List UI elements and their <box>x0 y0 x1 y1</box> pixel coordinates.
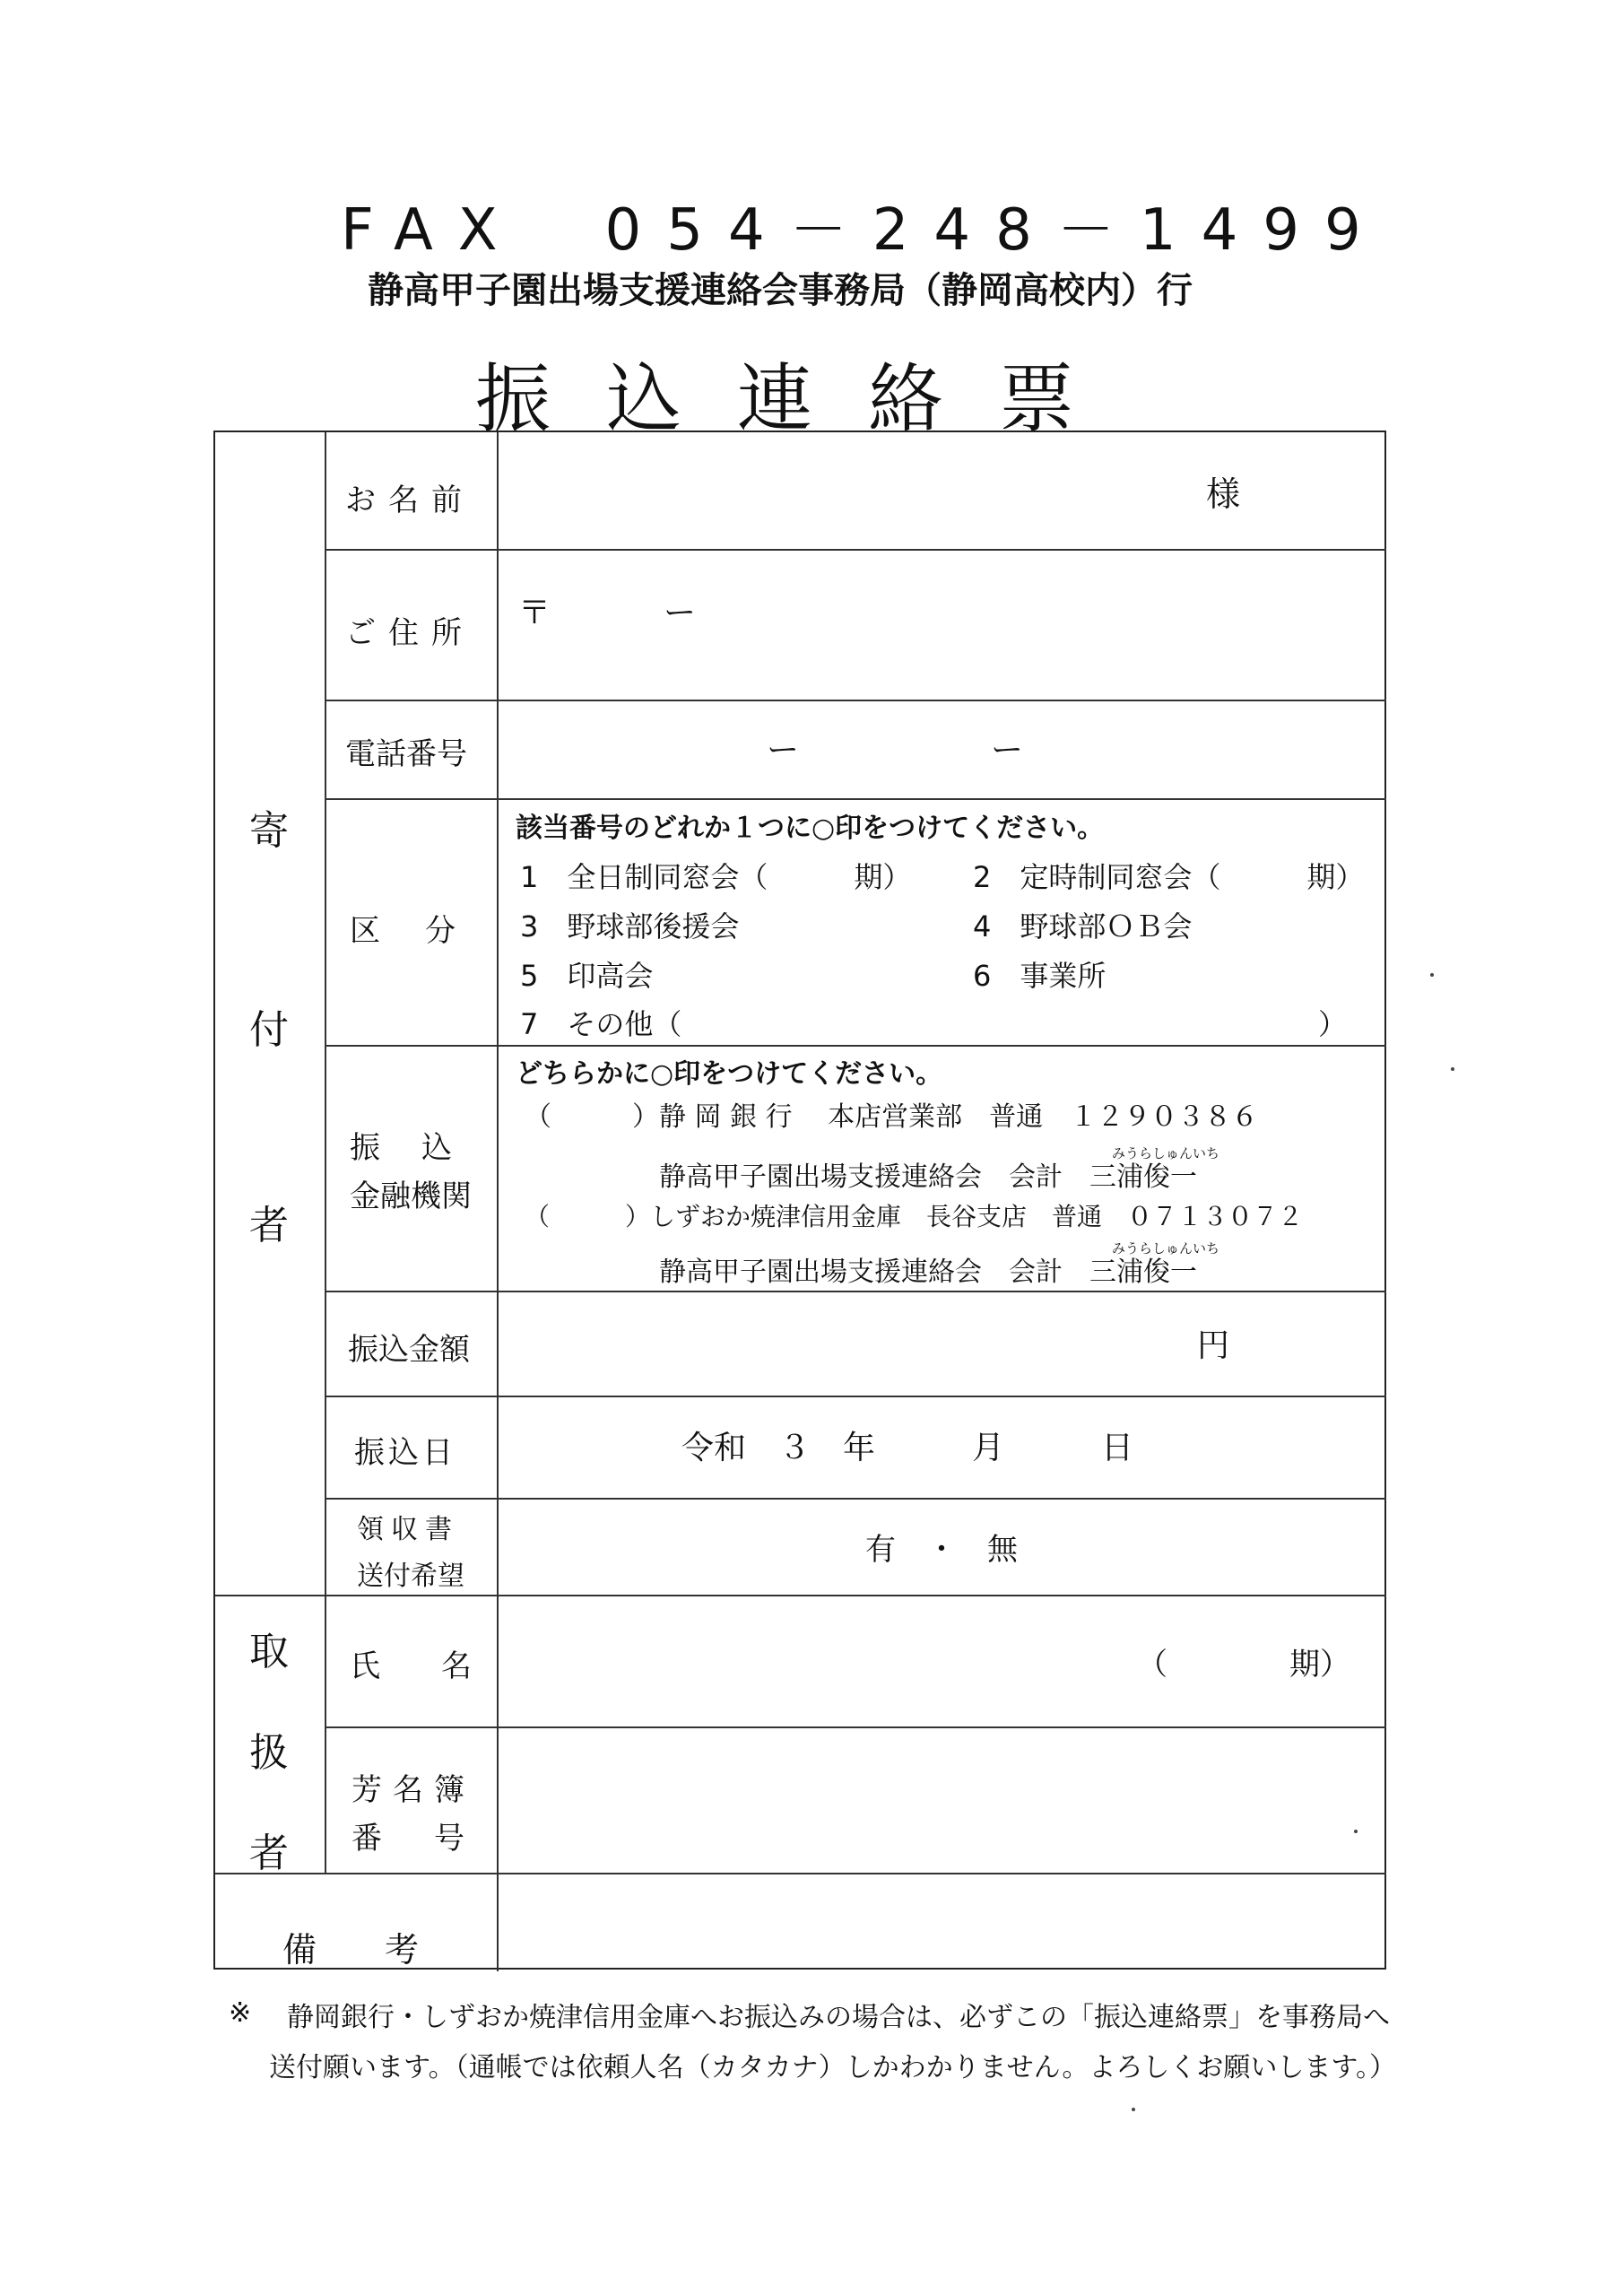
receipt-choice[interactable]: 有 ・ 無 <box>865 1532 1018 1568</box>
receipt-label-line2: 送付希望 <box>357 1561 464 1592</box>
bank-instruction: どちらかに○印をつけてください。 <box>516 1058 943 1090</box>
bank-entry-2-line2: 静高甲子園出場支援連絡会 会計 三浦俊一 <box>659 1257 1197 1288</box>
address-label: ご住所 <box>345 615 474 651</box>
donor-label-2: 付 <box>249 1007 289 1053</box>
bank-entry-1-line2: 静高甲子園出場支援連絡会 会計 三浦俊一 <box>659 1161 1197 1193</box>
bank-entry-2-ruby: みうらしゅんいち <box>1112 1240 1220 1257</box>
name-input-area[interactable] <box>502 448 1381 547</box>
register-label-line1: 芳名簿 <box>352 1772 475 1808</box>
category-option-6[interactable]: 6 事業所 <box>973 959 1107 993</box>
category-option-1[interactable]: 1 全日制同窓会（ 期） <box>520 860 912 894</box>
handler-label-1: 取 <box>249 1629 289 1674</box>
bank-label-line1: 振 込 <box>350 1130 457 1166</box>
row-divider <box>325 1045 1386 1047</box>
address-input-area[interactable] <box>502 552 1381 695</box>
footnote-mark: ※ <box>229 1997 252 2029</box>
row-divider <box>325 798 1386 800</box>
category-option-7-close: ） <box>1318 1007 1348 1041</box>
category-option-3[interactable]: 3 野球部後援会 <box>520 909 740 944</box>
name-label: お名前 <box>345 483 474 518</box>
scan-speck <box>1430 973 1434 977</box>
date-label: 振込日 <box>354 1435 456 1471</box>
name-honorific: 様 <box>1206 474 1241 514</box>
phone-label: 電話番号 <box>345 736 467 772</box>
bank-entry-2-line1[interactable]: （ ）しずおか焼津信用金庫 長谷支店 普通 ０７１３０７２ <box>525 1202 1304 1231</box>
phone-input-area[interactable] <box>502 704 1381 794</box>
phone-dash-1: ー <box>767 732 800 769</box>
amount-label: 振込金額 <box>348 1332 470 1368</box>
category-option-2[interactable]: 2 定時制同窓会（ 期） <box>973 860 1365 894</box>
handler-label-3: 者 <box>249 1831 289 1876</box>
phone-dash-2: ー <box>991 732 1024 769</box>
category-option-4[interactable]: 4 野球部ＯＢ会 <box>973 909 1193 944</box>
row-divider <box>325 700 1386 701</box>
register-label-line2: 番 号 <box>352 1821 475 1857</box>
handler-name-label: 氏 名 <box>350 1648 472 1684</box>
amount-unit: 円 <box>1197 1327 1230 1364</box>
receipt-label-line1: 領収書 <box>357 1514 459 1545</box>
date-value[interactable]: 令和 ３ 年 月 日 <box>681 1430 1134 1466</box>
amount-input-area[interactable] <box>502 1296 1381 1395</box>
category-option-7[interactable]: 7 その他（ <box>520 1007 682 1041</box>
register-input-area[interactable] <box>502 1729 1381 1868</box>
row-divider <box>325 1396 1386 1397</box>
scan-speck <box>1132 2108 1135 2111</box>
donor-label-1: 寄 <box>249 808 289 854</box>
row-divider <box>325 1498 1386 1500</box>
fax-number: FAX 054－248－1499 <box>341 197 1386 264</box>
remarks-label: 備 考 <box>282 1930 420 1970</box>
divider-section-column <box>325 432 326 1873</box>
form-title: 振込連絡票 <box>475 355 1131 443</box>
row-divider <box>325 1291 1386 1292</box>
row-divider <box>325 549 1386 551</box>
bank-label-line2: 金融機関 <box>350 1178 472 1214</box>
handler-term: （ 期） <box>1137 1647 1350 1683</box>
category-option-5[interactable]: 5 印高会 <box>520 959 654 993</box>
row-divider <box>325 1726 1386 1728</box>
remarks-input-area[interactable] <box>502 1874 1381 1969</box>
handler-label-2: 扱 <box>249 1730 289 1776</box>
scan-speck <box>1354 1830 1358 1833</box>
bank-entry-1-line1[interactable]: （ ）静 岡 銀 行 本店営業部 普通 １２９０３８６ <box>525 1101 1259 1133</box>
scan-speck <box>1451 1067 1454 1071</box>
recipient-line: 静高甲子園出場支援連絡会事務局（静岡高校内）行 <box>368 270 1193 311</box>
category-instruction: 該当番号のどれか１つに○印をつけてください。 <box>516 813 1105 844</box>
postal-mark: 〒 <box>518 595 551 631</box>
postal-dash: ー <box>664 595 697 631</box>
footnote-text: 静岡銀行・しずおか焼津信用金庫へお振込みの場合は、必ずこの「振込連絡票」を事務局へ送付願います。（通帳では依頼人名（カタカナ）しかわかりません。よろしくお願いします。） <box>269 2002 1396 2083</box>
divider-label-column <box>497 432 499 1971</box>
donor-label-3: 者 <box>249 1203 289 1248</box>
category-label: 区 分 <box>350 913 463 949</box>
bank-entry-1-ruby: みうらしゅんいち <box>1112 1145 1220 1161</box>
